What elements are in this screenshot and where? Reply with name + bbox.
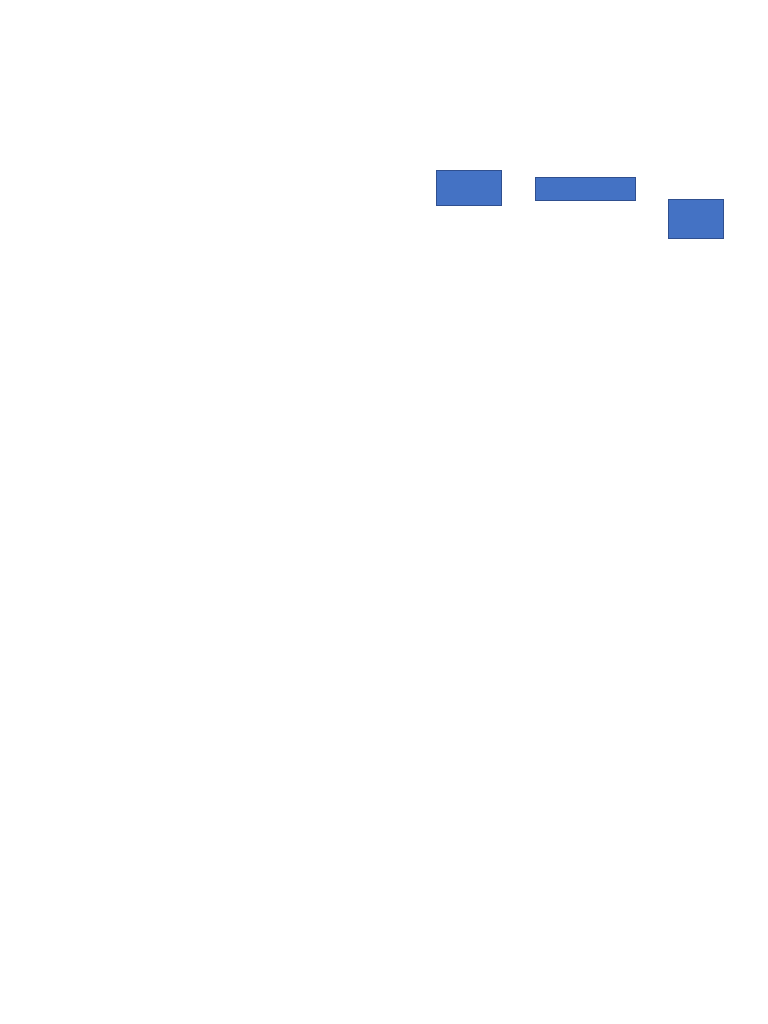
layout-box-mesa (668, 199, 724, 239)
layout-box-estufa (436, 170, 502, 206)
layout-box-mesa-de-trabajo (535, 177, 636, 201)
